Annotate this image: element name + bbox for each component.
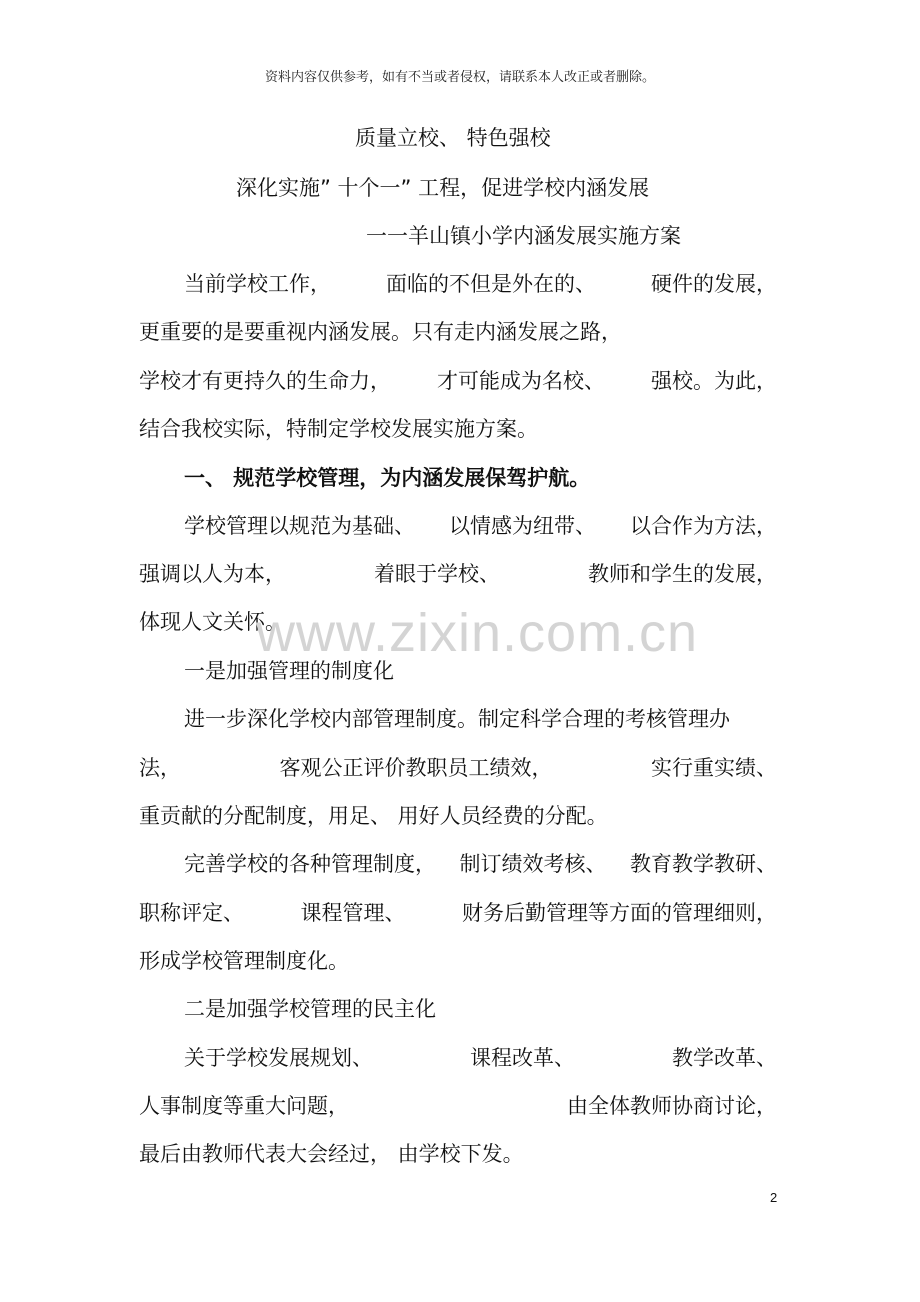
text-segment: 课程管理、 <box>300 901 406 925</box>
paragraph-5-line-1 <box>184 1042 777 1072</box>
text-segment: 实行重实绩、 <box>651 756 777 780</box>
paragraph-1-line-3 <box>139 365 777 395</box>
paragraph-1-line-4: 结合我校实际，特制定学校发展实施方案。 <box>139 417 538 441</box>
text-segment: 财务后勤管理等方面的管理细则， <box>462 901 777 925</box>
title-line-2: 深化实施” 十个一” 工程，促进学校内涵发展 <box>236 176 650 200</box>
text-segment: 客观公正评价教职员工绩效， <box>279 756 553 780</box>
text-segment: 以合作为方法， <box>630 514 777 538</box>
text-segment: 学校管理以规范为基础、 <box>184 514 415 538</box>
subheading-2: 二是加强学校管理的民主化 <box>184 997 436 1021</box>
section-heading-1: 一、 规范学校管理，为内涵发展保驾护航。 <box>184 466 591 490</box>
paragraph-1-line-1 <box>184 268 777 298</box>
text-segment: 强校。为此， <box>651 369 777 393</box>
text-segment: 完善学校的各种管理制度， <box>184 852 436 876</box>
text-segment: 学校才有更持久的生命力， <box>139 369 391 393</box>
title-line-1: 质量立校、 特色强校 <box>355 126 551 150</box>
text-segment: 教师和学生的发展， <box>588 562 777 586</box>
text-segment: 着眼于学校、 <box>374 562 500 586</box>
paragraph-2-line-2 <box>139 558 777 588</box>
text-segment: 法， <box>139 756 181 780</box>
paragraph-4-line-2 <box>139 897 777 927</box>
page-number: 2 <box>770 1190 778 1205</box>
paragraph-1-line-2: 更重要的是要重视内涵发展。只有走内涵发展之路， <box>139 320 622 344</box>
subheading-1: 一是加强管理的制度化 <box>184 659 394 683</box>
paragraph-4-line-1 <box>184 848 777 878</box>
text-segment: 硬件的发展， <box>651 272 777 296</box>
text-segment: 人事制度等重大问题， <box>139 1094 349 1118</box>
text-segment: 当前学校工作， <box>184 272 331 296</box>
paragraph-3-line-1: 进一步深化学校内部管理制度。制定科学合理的考核管理办 <box>184 707 730 731</box>
text-segment: 教学改革、 <box>672 1046 777 1070</box>
text-segment: 由全体教师协商讨论， <box>567 1094 777 1118</box>
text-segment: 课程改革、 <box>470 1046 575 1070</box>
paragraph-4-line-3: 形成学校管理制度化。 <box>139 949 349 973</box>
paragraph-5-line-2 <box>139 1090 777 1120</box>
header-disclaimer: 资料内容仅供参考，如有不当或者侵权，请联系本人改正或者删除。 <box>264 70 655 85</box>
text-segment: 强调以人为本， <box>139 562 286 586</box>
text-segment: 以情感为纽带、 <box>449 514 596 538</box>
watermark: www.zixin.com.cn <box>256 603 699 663</box>
paragraph-2-line-1 <box>184 510 777 540</box>
text-segment: 职称评定、 <box>139 901 244 925</box>
text-segment: 面临的不但是外在的、 <box>386 272 596 296</box>
text-segment: 制订绩效考核、 <box>459 852 607 876</box>
paragraph-3-line-3: 重贡献的分配制度，用足、 用好人员经费的分配。 <box>139 804 608 828</box>
paragraph-2-line-3: 体现人文关怀。 <box>139 610 286 634</box>
paragraph-3-line-2 <box>139 752 777 782</box>
subtitle: 一一羊山镇小学内涵发展实施方案 <box>366 224 681 248</box>
text-segment: 教育教学教研、 <box>630 852 777 876</box>
paragraph-5-line-3: 最后由教师代表大会经过， 由学校下发。 <box>139 1142 524 1166</box>
text-segment: 才可能成为名校、 <box>437 369 605 393</box>
text-segment: 关于学校发展规划、 <box>184 1046 373 1070</box>
